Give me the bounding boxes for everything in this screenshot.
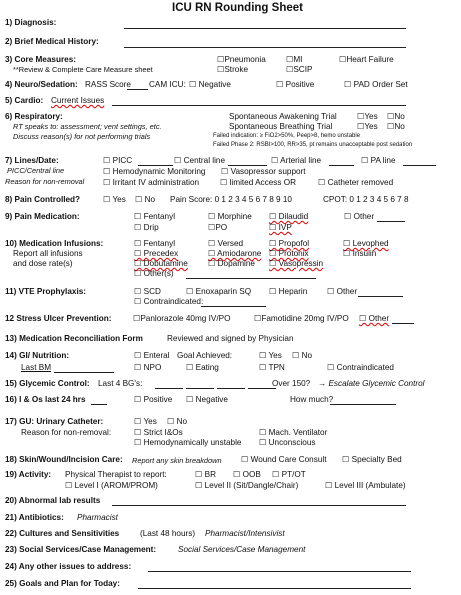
vte-other-checkbox[interactable]: ☐ Other	[327, 287, 358, 296]
inf-propofol-checkbox[interactable]: ☐ Propofol	[269, 239, 310, 248]
cpot-scale[interactable]: CPOT: 0 1 2 3 4 5 6 7 8	[323, 195, 409, 204]
cam-negative-checkbox[interactable]: ☐ Negative	[189, 80, 231, 89]
history-label: 2) Brief Medical History:	[5, 37, 99, 46]
limited-access-checkbox[interactable]: ☐ limited Access OR	[220, 178, 297, 187]
resp-rt-note: RT speaks to: assessment; vent settings, etc.	[13, 122, 162, 131]
lab-label: 20) Abnormal lab results	[5, 496, 101, 505]
core-scip-checkbox[interactable]: ☐SCIP	[286, 65, 313, 74]
infusions-note2: and dose rate(s)	[13, 259, 73, 268]
rass-field[interactable]	[127, 89, 148, 90]
pain-other-field[interactable]	[377, 221, 405, 222]
goals-label: 25) Goals and Plan for Today:	[5, 579, 120, 588]
io-how-much-field[interactable]	[330, 404, 396, 405]
history-field[interactable]	[124, 47, 406, 48]
gu-reason-label: Reason for non-removal:	[21, 428, 112, 437]
recon-label: 13) Medication Reconciliation Form	[5, 334, 143, 343]
gu-label: 17) GU: Urinary Catheter:	[5, 417, 104, 426]
mach-ventilator-checkbox[interactable]: ☐ Mach. Ventilator	[259, 428, 328, 437]
central-line-checkbox[interactable]: ☐ Central line	[174, 156, 226, 165]
sbt-no-checkbox[interactable]: ☐No	[387, 122, 405, 131]
infusions-label: 10) Medication Infusions:	[5, 239, 104, 248]
specialty-bed-checkbox[interactable]: ☐ Specialty Bed	[342, 455, 402, 464]
core-label: 3) Core Measures:	[5, 55, 76, 64]
core-hf-checkbox[interactable]: ☐Heart Failure	[339, 55, 394, 64]
io-label: 16) I & Os last 24 hrs	[5, 395, 86, 404]
bg-field-1[interactable]	[155, 388, 183, 389]
social-who: Social Services/Case Management	[178, 545, 306, 554]
pain-yes-checkbox[interactable]: ☐ Yes	[103, 195, 126, 204]
wound-consult-checkbox[interactable]: ☐ Wound Care Consult	[241, 455, 327, 464]
pain-controlled-label: 8) Pain Controlled?	[5, 195, 81, 204]
strict-io-checkbox[interactable]: ☐ Strict I&Os	[134, 428, 183, 437]
arterial-line-checkbox[interactable]: ☐ Arterial line	[271, 156, 322, 165]
vasopressor-checkbox[interactable]: ☐ Vasopressor support	[221, 167, 306, 176]
pa-date-field[interactable]	[403, 165, 436, 166]
cam-positive-checkbox[interactable]: ☐ Positive	[276, 80, 315, 89]
neuro-label: 4) Neuro/Sedation:	[5, 80, 78, 89]
irritant-iv-checkbox[interactable]: ☐ Irritant IV administration	[103, 178, 200, 187]
dilaudid-checkbox[interactable]: ☐ Dilaudid	[269, 212, 309, 221]
ivp-checkbox[interactable]: ☐ IVP	[269, 223, 292, 232]
sbt-label: Spontaneous Breathing Trial	[229, 122, 333, 131]
picc-checkbox[interactable]: ☐ PICC	[103, 156, 133, 165]
vte-other-field[interactable]	[358, 296, 403, 297]
core-pneumonia-checkbox[interactable]: ☐Pneumonia	[217, 55, 266, 64]
inf-insulin-checkbox[interactable]: ☐ Insulin	[343, 249, 377, 258]
npo-checkbox[interactable]: ☐ NPO	[134, 363, 162, 372]
catheter-yes-checkbox[interactable]: ☐ Yes	[134, 417, 157, 426]
central-date-field[interactable]	[228, 165, 267, 166]
cam-label: CAM ICU:	[149, 80, 186, 89]
escalate-glycemic-note: → Escalate Glycemic Control	[318, 379, 425, 388]
gi-contraindicated-checkbox[interactable]: ☐ Contraindicated	[327, 363, 394, 372]
br-checkbox[interactable]: ☐ BR	[195, 470, 216, 479]
catheter-no-checkbox[interactable]: ☐ No	[167, 417, 188, 426]
last-bm-field[interactable]	[54, 372, 114, 373]
io-how-much-label: How much?	[290, 395, 334, 404]
lines-label: 7) Lines/Date:	[5, 156, 59, 165]
hemo-unstable-checkbox[interactable]: ☐ Hemodynamically unstable	[134, 438, 242, 447]
arterial-date-field[interactable]	[329, 165, 354, 166]
sat-no-checkbox[interactable]: ☐No	[387, 112, 405, 121]
goal-yes-checkbox[interactable]: ☐ Yes	[259, 351, 282, 360]
lines-reason-note: Reason for non-removal	[5, 177, 85, 186]
pain-other-checkbox[interactable]: ☐ Other	[344, 212, 375, 221]
po-checkbox[interactable]: ☐PO	[208, 223, 228, 232]
inf-dopamine-checkbox[interactable]: ☐ Dopamine	[208, 259, 255, 268]
vte-label: 11) VTE Prophylaxis:	[5, 287, 86, 296]
pa-line-checkbox[interactable]: ☐ PA line	[361, 156, 396, 165]
eating-checkbox[interactable]: ☐ Eating	[186, 363, 219, 372]
stress-other-field[interactable]	[392, 323, 414, 324]
core-mi-checkbox[interactable]: ☐MI	[286, 55, 303, 64]
io-field[interactable]	[91, 404, 107, 405]
catheter-removed-checkbox[interactable]: ☐ Catheter removed	[318, 178, 394, 187]
pad-order-checkbox[interactable]: ☐ PAD Order Set	[344, 80, 408, 89]
goal-achieved-label: Goal Achieved:	[177, 351, 233, 360]
resp-label: 6) Respiratory:	[5, 112, 63, 121]
rass-label: RASS Score	[85, 80, 131, 89]
picc-date-field[interactable]	[138, 165, 173, 166]
skin-report-note: Report any skin breakdown	[132, 456, 222, 465]
goals-field[interactable]	[138, 588, 411, 589]
stress-ulcer-label: 12 Stress Ulcer Prevention:	[5, 314, 112, 323]
oob-checkbox[interactable]: ☐ OOB	[233, 470, 261, 479]
infusions-note1: Report all infusions	[13, 249, 83, 258]
inf-vasopressin-checkbox[interactable]: ☐ Vasopressin	[269, 259, 324, 268]
level1-checkbox[interactable]: ☐ Level I (AROM/PROM)	[65, 481, 158, 490]
cardio-field[interactable]	[112, 105, 406, 106]
cultures-hours: (Last 48 hours)	[140, 529, 196, 538]
failed-phase2-note: Failed Phase 2: RSBI>100, RR>35, pt remains unacceptable post sedation	[213, 142, 413, 148]
unconscious-checkbox[interactable]: ☐ Unconscious	[259, 438, 316, 447]
bg-field-3[interactable]	[217, 388, 245, 389]
io-negative-checkbox[interactable]: ☐ Negative	[186, 395, 228, 404]
inf-fentanyl-checkbox[interactable]: ☐ Fentanyl	[134, 239, 176, 248]
glycemic-label: 15) Glycemic Control:	[5, 379, 90, 388]
scd-checkbox[interactable]: ☐ SCD	[134, 287, 161, 296]
hemo-monitoring-checkbox[interactable]: ☐ Hemodynamic Monitoring	[103, 167, 206, 176]
cultures-who: Pharmacist/Intensivist	[205, 529, 285, 538]
picc-central-note: PICC/Central line	[7, 166, 65, 175]
inf-other-field[interactable]	[186, 278, 316, 279]
activity-pt-label: Physical Therapist to report:	[65, 470, 167, 479]
heparin-checkbox[interactable]: ☐ Heparin	[269, 287, 308, 296]
level3-checkbox[interactable]: ☐ Level III (Ambulate)	[325, 481, 406, 490]
inf-other-checkbox[interactable]: ☐ Other(s)	[134, 269, 174, 278]
stress-other-checkbox[interactable]: ☐ Other	[359, 314, 390, 323]
cultures-label: 22) Cultures and Sensitivities	[5, 529, 120, 538]
cardio-text: Current Issues	[51, 96, 105, 105]
other-issues-label: 24) Any other issues to address:	[5, 562, 132, 571]
famotidine-checkbox[interactable]: ☐Famotidine 20mg IV/PO	[254, 314, 349, 323]
inf-protonix-checkbox[interactable]: ☐ Protonix	[269, 249, 309, 258]
bg-field-2[interactable]	[186, 388, 214, 389]
activity-label: 19) Activity:	[5, 470, 52, 479]
inf-versed-checkbox[interactable]: ☐ Versed	[208, 239, 244, 248]
other-issues-field[interactable]	[148, 571, 411, 572]
social-label: 23) Social Services/Case Management:	[5, 545, 157, 554]
antibiotics-who: Pharmacist	[77, 513, 118, 522]
failed-indication-note: Failed indication: ≥ FiO2>50%, Peep>8, hemo unstable	[213, 133, 361, 139]
io-positive-checkbox[interactable]: ☐ Positive	[134, 395, 173, 404]
diagnosis-label: 1) Diagnosis:	[5, 18, 57, 27]
inf-precedex-checkbox[interactable]: ☐ Precedex	[134, 249, 179, 258]
resp-discuss-note: Discuss reason(s) for not performing trials	[13, 132, 151, 141]
inf-dobutamine-checkbox[interactable]: ☐ Dobutamine	[134, 259, 188, 268]
sat-label: Spontaneous Awakening Trial	[229, 112, 337, 121]
last-bm-label: Last BM	[21, 363, 52, 372]
core-stroke-checkbox[interactable]: ☐Stroke	[217, 65, 249, 74]
last-bg-label: Last 4 BG's:	[98, 379, 143, 388]
fentanyl-checkbox[interactable]: ☐ Fentanyl	[134, 212, 176, 221]
skin-label: 18) Skin/Wound/Incision Care:	[5, 455, 123, 464]
goal-no-checkbox[interactable]: ☐ No	[292, 351, 313, 360]
ptot-checkbox[interactable]: ☐ PT/OT	[272, 470, 306, 479]
diagnosis-field[interactable]	[124, 28, 406, 29]
drip-checkbox[interactable]: ☐ Drip	[134, 223, 159, 232]
sat-yes-checkbox[interactable]: ☐Yes	[357, 112, 378, 121]
tpn-checkbox[interactable]: ☐ TPN	[259, 363, 285, 372]
gi-label: 14) GI/ Nutrition:	[5, 351, 70, 360]
lab-field[interactable]	[112, 505, 406, 506]
enteral-checkbox[interactable]: ☐ Enteral	[134, 351, 170, 360]
level2-checkbox[interactable]: ☐ Level II (Sit/Dangle/Chair)	[195, 481, 299, 490]
inf-amiodarone-checkbox[interactable]: ☐ Amiodarone	[208, 249, 262, 258]
cardio-label: 5) Cardio:	[5, 96, 44, 105]
over-150-label: Over 150?	[272, 379, 311, 388]
sheet-title: ICU RN Rounding Sheet	[172, 2, 303, 14]
enoxaparin-checkbox[interactable]: ☐ Enoxaparin SQ	[186, 287, 252, 296]
vte-contra-field[interactable]	[201, 306, 266, 307]
antibiotics-label: 21) Antibiotics:	[5, 513, 64, 522]
recon-text: Reviewed and signed by Physician	[167, 334, 294, 343]
morphine-checkbox[interactable]: ☐ Morphine	[208, 212, 252, 221]
vte-contraindicated-checkbox[interactable]: ☐ Contraindicated:	[134, 297, 204, 306]
pantoprazole-checkbox[interactable]: ☐Panlorazole 40mg IV/PO	[133, 314, 231, 323]
pain-no-checkbox[interactable]: ☐ No	[135, 195, 156, 204]
pain-med-label: 9) Pain Medication:	[5, 212, 80, 221]
pain-score-scale[interactable]: Pain Score: 0 1 2 3 4 5 6 7 8 9 10	[170, 195, 292, 204]
inf-levophed-checkbox[interactable]: ☐ Levophed	[343, 239, 389, 248]
sbt-yes-checkbox[interactable]: ☐Yes	[357, 122, 378, 131]
core-note: **Review & Complete Care Measure sheet	[13, 65, 153, 74]
